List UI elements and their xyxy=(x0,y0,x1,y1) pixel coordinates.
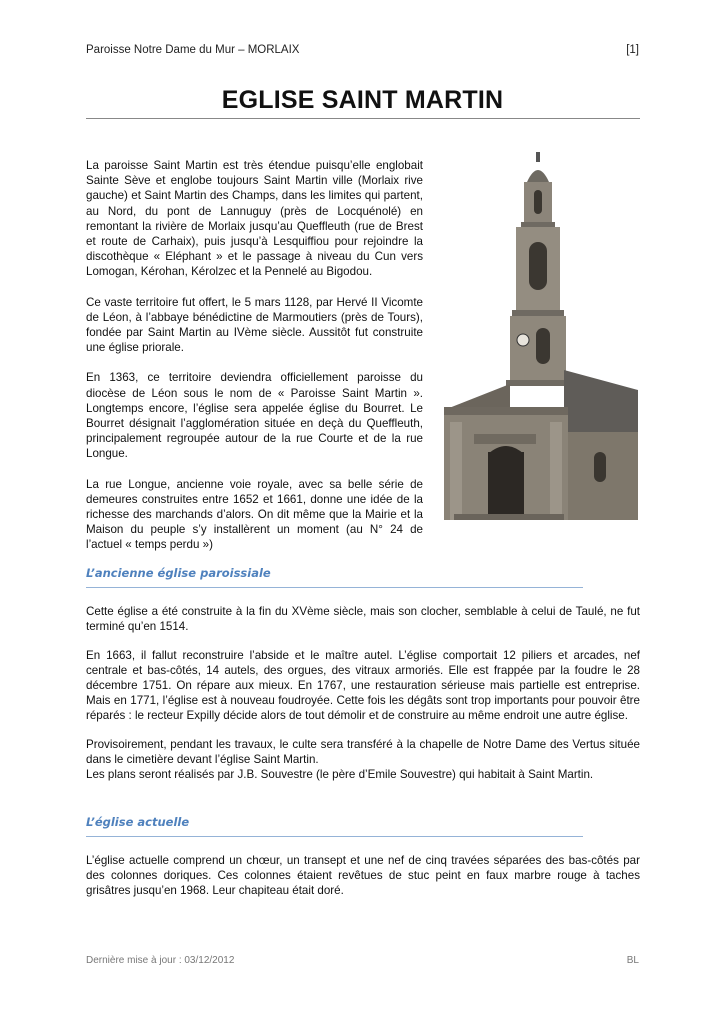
section-paragraph: Cette église a été construite à la fin du XVème siècle, mais son clocher, semblable à celui de Taulé, ne fut terminé qu’en 1514. xyxy=(86,605,640,633)
section-rule xyxy=(86,836,583,837)
page-title: EGLISE SAINT MARTIN xyxy=(221,86,504,114)
section-heading-current-church: L’église actuelle xyxy=(86,815,190,829)
page-header xyxy=(86,44,639,56)
intro-paragraph: Ce vaste territoire fut offert, le 5 mars 1128, par Hervé II Vicomte de Léon, à l’abbaye bénédictine de Marmoutiers (près de Tours), fondée par Saint Martin au IVème siècle. Aussitôt fut construite une église priorale. xyxy=(86,295,423,355)
page-footer xyxy=(86,955,639,966)
last-update: Dernière mise à jour : 03/12/2012 xyxy=(86,955,235,966)
intro-paragraph: En 1363, ce territoire deviendra officiellement paroisse du diocèse de Léon sous le nom de « Paroisse Saint Martin ». Longtemps encore, l’église sera appelée église du Bourret. Le Bourret désignait l’agglomération située en deçà du Queffleuth, principalement regroupée autour de la rue Courte et de la rue Longue. xyxy=(86,371,423,461)
intro-text xyxy=(86,158,423,568)
section-paragraph: En 1663, il fallut reconstruire l’abside et le maître autel. L’église comportait 12 piliers et arcades, nef centrale et bas-côtés, 14 autels, des orgues, des vitraux armoriés. Elle est frappée par la foudre le 28 décembre 1751. On répare aux mieux. En 1767, une restauration sérieuse mais partielle est entreprise. Mais en 1771, l’église est à nouveau foudroyée. Cette fois les dégâts sont trop importants pour pouvoir être réparés : le recteur Expilly décide alors de tout démolir et de construire au même endroit une autre église. xyxy=(86,649,640,722)
intro-paragraph: La paroisse Saint Martin est très étendue puisqu’elle englobait Sainte Sève et englobe toujours Saint Martin ville (Morlaix rive gauche) et Saint Martin des Champs, dans les limites qui partent, au Nord, du pont de Lannuguy (près de Locquénolé) en remontant la rivière de Morlaix jusqu’au Queffleuth (rue de Brest et route de Carhaix), puis jusqu’à Lesquiffiou pour rejoindre la discothèque « Eléphant » et le passage à niveau du Cun vers Lomogan, Kérohan, Kérolzec et la Pennelé au Bigodou. xyxy=(86,159,423,279)
section-current-church-text xyxy=(86,853,640,912)
intro-paragraph: La rue Longue, ancienne voie royale, avec sa belle série de demeures construites entre 1652 et 1661, donne une idée de la richesse des marchands d’alors. On dit même que la Mairie et la Maison du peuple s’y installèrent un moment (au N° 24 de l’actuel « temps perdu ») xyxy=(86,477,423,552)
section-paragraph: Les plans seront réalisés par J.B. Souvestre (le père d’Emile Souvestre) qui habitait à Saint Martin. xyxy=(86,768,594,781)
section-paragraph: Provisoirement, pendant les travaux, le culte sera transféré à la chapelle de Notre Dame des Vertus située dans le cimetière devant l’église Saint Martin. xyxy=(86,738,640,766)
page-number: [1] xyxy=(626,44,639,56)
section-old-church-text xyxy=(86,604,640,782)
section-paragraph: L’église actuelle comprend un chœur, un transept et une nef de cinq travées séparées des bas-côtés par des colonnes doriques. Ces colonnes étaient revêtues de stuc peint en faux marbre rouge à taches grisâtres jusqu’en 1968. Leur chapiteau était doré. xyxy=(86,854,640,897)
section-rule xyxy=(86,587,583,588)
section-heading-old-church: L’ancienne église paroissiale xyxy=(86,566,271,580)
church-photo xyxy=(444,152,638,520)
author-initials: BL xyxy=(626,955,639,966)
header-parish: Paroisse Notre Dame du Mur – MORLAIX xyxy=(86,44,300,56)
title-underline xyxy=(86,118,640,119)
